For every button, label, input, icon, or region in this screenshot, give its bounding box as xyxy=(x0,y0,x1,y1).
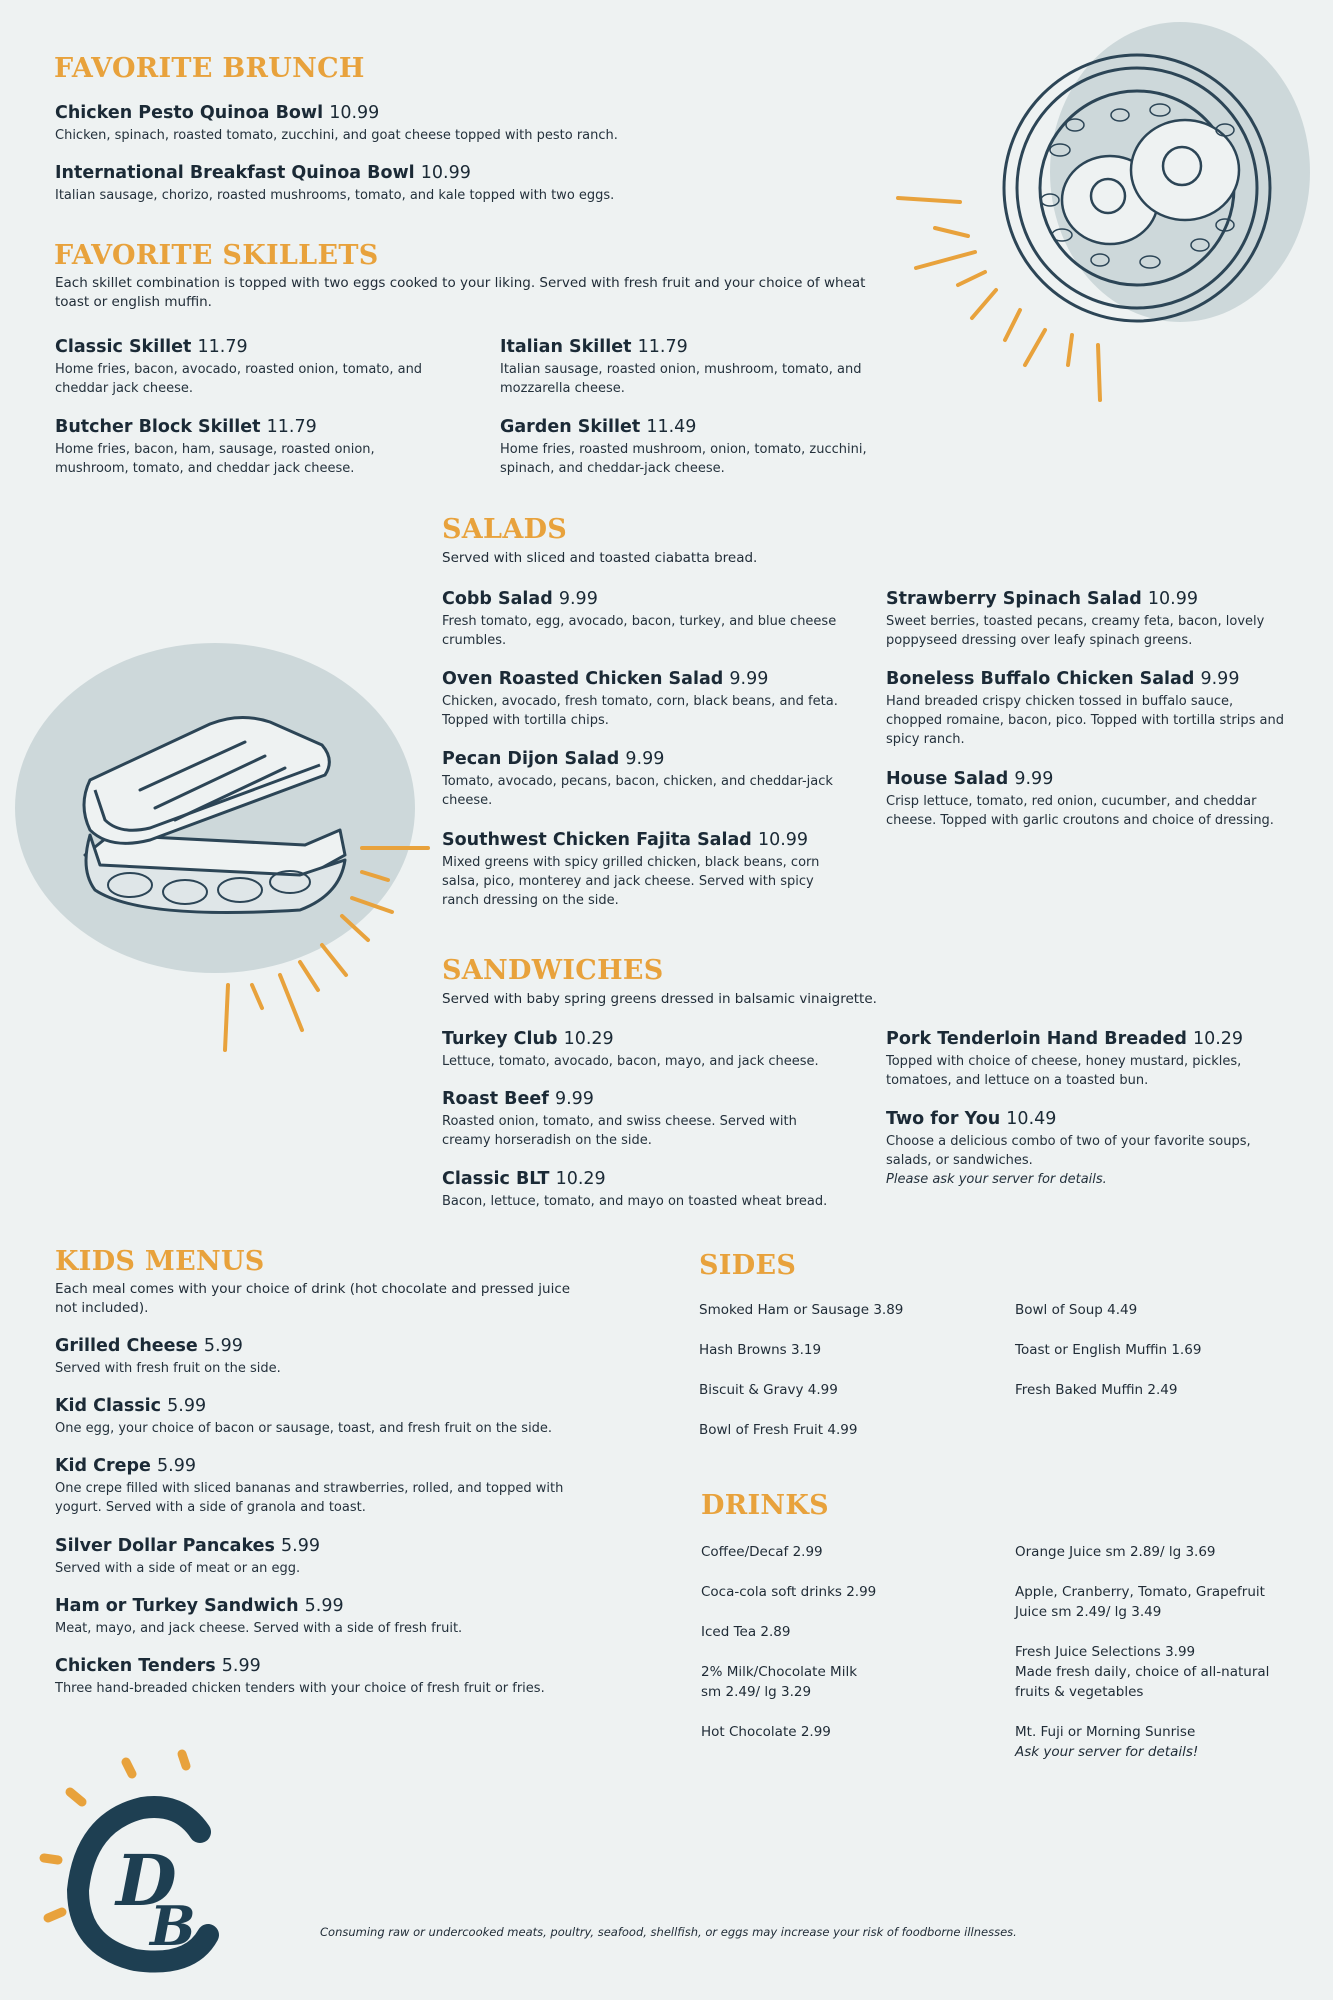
side-item: Hash Browns 3.19 xyxy=(699,1342,822,1358)
item-price: 5.99 xyxy=(221,1656,261,1676)
kids-item xyxy=(55,1535,575,1578)
drink-item: Coca-cola soft drinks 2.99 xyxy=(701,1584,877,1600)
section-title-salads: SALADS xyxy=(442,514,568,545)
section-title-skillets: FAVORITE SKILLETS xyxy=(54,240,379,271)
item-name: Chicken Pesto Quinoa Bowl xyxy=(55,103,324,123)
item-name: Strawberry Spinach Salad xyxy=(886,589,1142,609)
kids-item xyxy=(55,1455,575,1517)
salad-item xyxy=(442,748,842,810)
item-name: Boneless Buffalo Chicken Salad xyxy=(886,669,1195,689)
item-price: 5.99 xyxy=(281,1536,321,1556)
item-name: Pork Tenderloin Hand Breaded xyxy=(886,1029,1187,1049)
item-price: 10.49 xyxy=(1006,1109,1057,1129)
drink-note: Ask your server for details! xyxy=(1015,1744,1199,1760)
sandwich-item xyxy=(442,1088,842,1150)
sandwich-item xyxy=(886,1028,1286,1090)
item-price: 11.49 xyxy=(646,417,697,437)
item-name: Butcher Block Skillet xyxy=(55,417,261,437)
item-name: Kid Classic xyxy=(55,1396,162,1416)
brunch-item xyxy=(55,162,815,205)
item-description: Chicken, avocado, fresh tomato, corn, black beans, and feta. Topped with tortilla chips. xyxy=(442,694,838,728)
item-price: 9.99 xyxy=(558,589,598,609)
section-title-drinks: DRINKS xyxy=(701,1490,829,1521)
svg-text:D: D xyxy=(116,1839,177,1922)
side-item: Bowl of Soup 4.49 xyxy=(1015,1302,1138,1318)
item-description: Fresh tomato, egg, avocado, bacon, turkey, and blue cheese crumbles. xyxy=(442,614,837,648)
item-description: Hand breaded crispy chicken tossed in buffalo sauce, chopped romaine, bacon, pico. Topped with tortilla strips and spicy ranch. xyxy=(886,694,1284,747)
item-price: 10.99 xyxy=(329,103,380,123)
item-description: Three hand-breaded chicken tenders with your choice of fresh fruit or fries. xyxy=(55,1681,545,1696)
salad-item xyxy=(442,588,842,650)
item-name: Classic BLT xyxy=(442,1169,550,1189)
drink-item: 2% Milk/Chocolate Milk sm 2.49/ lg 3.29 xyxy=(701,1664,858,1700)
item-description: Tomato, avocado, pecans, bacon, chicken, and cheddar-jack cheese. xyxy=(442,774,833,808)
kids-item xyxy=(55,1395,575,1438)
brunch-item xyxy=(55,102,815,145)
item-price: 9.99 xyxy=(554,1089,594,1109)
item-name: Pecan Dijon Salad xyxy=(442,749,620,769)
drink-item: Hot Chocolate 2.99 xyxy=(701,1724,831,1740)
item-price: 5.99 xyxy=(304,1596,344,1616)
item-price: 10.29 xyxy=(1192,1029,1244,1049)
item-name: Grilled Cheese xyxy=(55,1336,198,1356)
item-price: 5.99 xyxy=(157,1456,196,1476)
kids-item xyxy=(55,1335,575,1378)
section-intro: Each meal comes with your choice of drink (hot chocolate and pressed juice not included). xyxy=(55,1281,571,1316)
skillet-item xyxy=(55,416,445,478)
item-name: Classic Skillet xyxy=(55,337,192,357)
item-price: 10.29 xyxy=(563,1029,614,1049)
item-name: Cobb Salad xyxy=(442,589,553,609)
item-price: 5.99 xyxy=(203,1336,243,1356)
section-intro: Each skillet combination is topped with two eggs cooked to your liking. Served with fresh fruit and your choice of wheat toast or english muffin. xyxy=(55,275,866,310)
sandwich-item xyxy=(442,1028,842,1071)
item-name: Oven Roasted Chicken Salad xyxy=(442,669,724,689)
item-description: Roasted onion, tomato, and swiss cheese. Served with creamy horseradish on the side. xyxy=(442,1114,797,1148)
kids-item xyxy=(55,1595,575,1638)
item-description: Crisp lettuce, tomato, red onion, cucumber, and cheddar cheese. Topped with garlic croutons and choice of dressing. xyxy=(886,794,1274,828)
item-name: Two for You xyxy=(886,1109,1001,1129)
side-item: Fresh Baked Muffin 2.49 xyxy=(1015,1382,1178,1398)
kids-item xyxy=(55,1655,575,1698)
item-name: Kid Crepe xyxy=(55,1456,151,1476)
section-intro: Served with baby spring greens dressed in balsamic vinaigrette. xyxy=(442,991,877,1007)
drink-item: Orange Juice sm 2.89/ lg 3.69 xyxy=(1015,1544,1216,1560)
side-item: Smoked Ham or Sausage 3.89 xyxy=(699,1302,904,1318)
item-description: Meat, mayo, and jack cheese. Served with a side of fresh fruit. xyxy=(55,1621,463,1636)
side-item: Biscuit & Gravy 4.99 xyxy=(699,1382,838,1398)
section-intro: Served with sliced and toasted ciabatta bread. xyxy=(442,550,758,566)
food-safety-disclaimer: Consuming raw or undercooked meats, poultry, seafood, shellfish, or eggs may increase your risk of foodborne illnesses. xyxy=(320,1925,1017,1939)
sandwich-item xyxy=(886,1108,1286,1189)
drink-item: Coffee/Decaf 2.99 xyxy=(701,1544,823,1560)
drink-item: Iced Tea 2.89 xyxy=(701,1624,791,1640)
item-price: 10.99 xyxy=(757,830,809,850)
item-description: One egg, your choice of bacon or sausage, toast, and fresh fruit on the side. xyxy=(55,1421,553,1436)
salad-item xyxy=(886,588,1286,650)
sandwich-item xyxy=(442,1168,842,1211)
item-price: 11.79 xyxy=(637,337,688,357)
salad-item xyxy=(442,829,842,910)
section-title-sides: SIDES xyxy=(699,1250,797,1281)
salad-item xyxy=(886,668,1286,749)
item-description: Served with a side of meat or an egg. xyxy=(55,1561,301,1576)
item-price: 11.79 xyxy=(266,417,317,437)
item-name: Silver Dollar Pancakes xyxy=(55,1536,275,1556)
drink-item: Mt. Fuji or Morning Sunrise Ask your server for details! xyxy=(1015,1724,1199,1760)
item-name: Roast Beef xyxy=(442,1089,549,1109)
item-description: Home fries, bacon, ham, sausage, roasted onion, mushroom, tomato, and cheddar jack cheese. xyxy=(55,442,375,476)
item-description: Italian sausage, chorizo, roasted mushrooms, tomato, and kale topped with two eggs. xyxy=(55,188,615,203)
salad-item xyxy=(886,768,1286,830)
skillet-item xyxy=(500,336,890,398)
item-description: Topped with choice of cheese, honey mustard, pickles, tomatoes, and lettuce on a toasted bun. xyxy=(886,1054,1242,1088)
salad-item xyxy=(442,668,842,730)
item-description: One crepe filled with sliced bananas and strawberries, rolled, and topped with yogurt. Served with a side of granola and toast. xyxy=(55,1481,564,1515)
item-description: Bacon, lettuce, tomato, and mayo on toasted wheat bread. xyxy=(442,1194,828,1209)
drink-item: Fresh Juice Selections 3.99 Made fresh daily, choice of all-natural fruits & vegetables xyxy=(1015,1644,1270,1700)
item-description: Chicken, spinach, roasted tomato, zucchini, and goat cheese topped with pesto ranch. xyxy=(55,128,618,143)
item-price: 9.99 xyxy=(625,749,665,769)
section-title-sandwiches: SANDWICHES xyxy=(442,955,664,986)
item-price: 10.99 xyxy=(420,163,471,183)
item-note: Please ask your server for details. xyxy=(886,1172,1107,1187)
item-price: 9.99 xyxy=(1200,669,1240,689)
item-price: 9.99 xyxy=(1014,769,1054,789)
item-name: Italian Skillet xyxy=(500,337,632,357)
section-title-kids: KIDS MENUS xyxy=(55,1246,265,1277)
item-description: Home fries, bacon, avocado, roasted onion, tomato, and cheddar jack cheese. xyxy=(55,362,423,396)
item-description: Home fries, roasted mushroom, onion, tomato, zucchini, spinach, and cheddar-jack cheese. xyxy=(500,442,867,476)
item-price: 10.29 xyxy=(555,1169,606,1189)
skillet-item xyxy=(55,336,445,398)
db-logo xyxy=(30,1740,250,1970)
side-item: Bowl of Fresh Fruit 4.99 xyxy=(699,1422,858,1438)
item-description: Lettuce, tomato, avocado, bacon, mayo, and jack cheese. xyxy=(442,1054,819,1069)
drink-subtext: Made fresh daily, choice of all-natural fruits & vegetables xyxy=(1015,1664,1270,1700)
item-description: Sweet berries, toasted pecans, creamy feta, bacon, lovely poppyseed dressing over leafy spinach greens. xyxy=(886,614,1265,648)
section-title-brunch: FAVORITE BRUNCH xyxy=(54,53,365,84)
item-price: 5.99 xyxy=(167,1396,207,1416)
item-price: 10.99 xyxy=(1147,589,1199,609)
drink-item: Apple, Cranberry, Tomato, Grapefruit Juice sm 2.49/ lg 3.49 xyxy=(1015,1584,1265,1620)
item-price: 11.79 xyxy=(197,337,248,357)
item-name: Garden Skillet xyxy=(500,417,641,437)
svg-text:B: B xyxy=(150,1894,196,1958)
item-name: Chicken Tenders xyxy=(55,1656,216,1676)
item-name: Turkey Club xyxy=(442,1029,558,1049)
item-name: Southwest Chicken Fajita Salad xyxy=(442,830,752,850)
skillet-item xyxy=(500,416,890,478)
item-description: Italian sausage, roasted onion, mushroom, tomato, and mozzarella cheese. xyxy=(500,362,862,396)
item-description: Served with fresh fruit on the side. xyxy=(55,1361,281,1376)
item-price: 9.99 xyxy=(729,669,769,689)
item-name: Ham or Turkey Sandwich xyxy=(55,1596,299,1616)
item-name: International Breakfast Quinoa Bowl xyxy=(55,163,415,183)
side-item: Toast or English Muffin 1.69 xyxy=(1015,1342,1202,1358)
item-description: Choose a delicious combo of two of your favorite soups, salads, or sandwiches. Please ask your server for details. xyxy=(886,1134,1251,1187)
item-name: House Salad xyxy=(886,769,1009,789)
item-description: Mixed greens with spicy grilled chicken, black beans, corn salsa, pico, monterey and jack cheese. Served with spicy ranch dressing on the side. xyxy=(442,855,820,908)
